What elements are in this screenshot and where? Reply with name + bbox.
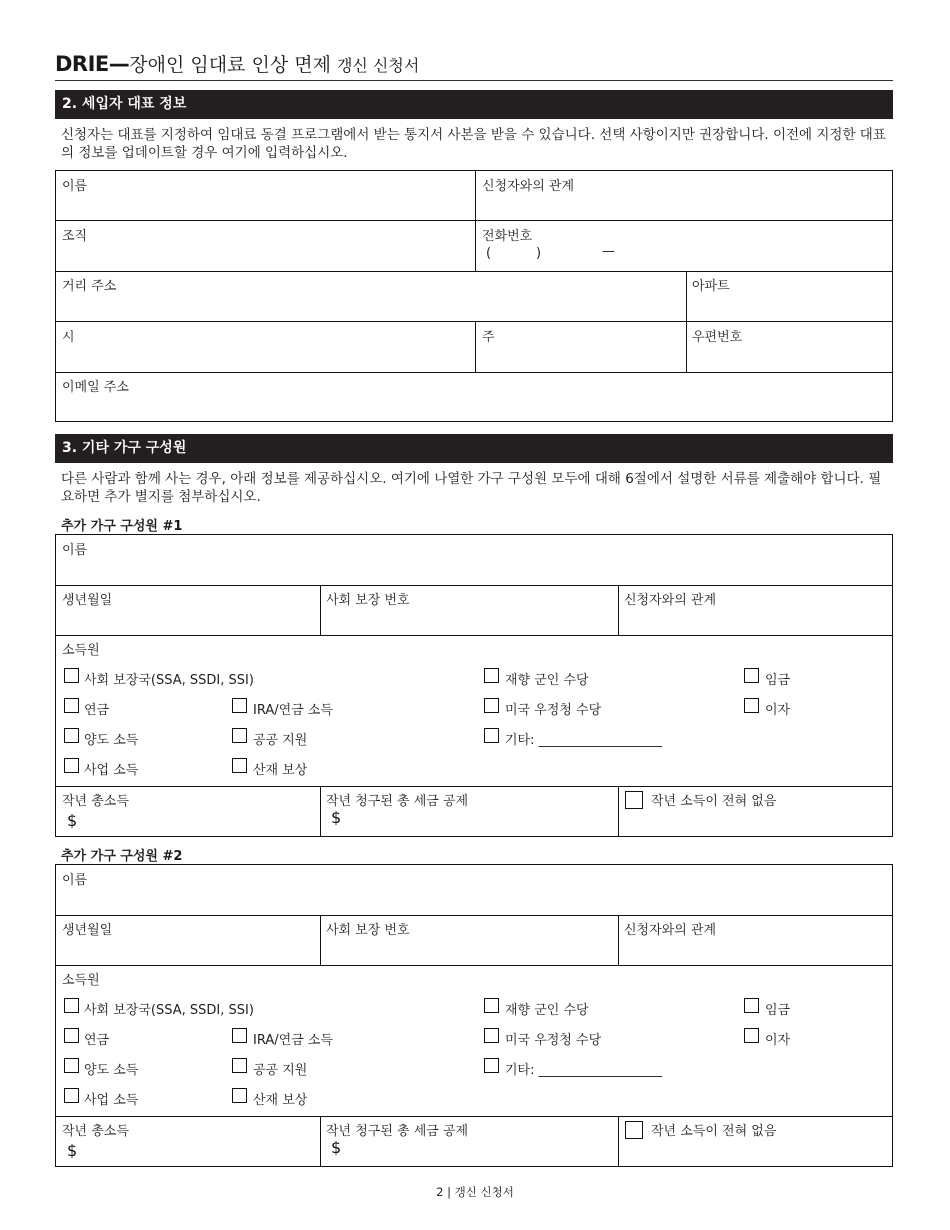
- checkbox-no-income[interactable]: [625, 791, 643, 809]
- checkbox-veterans[interactable]: [484, 998, 499, 1013]
- rep-state-field[interactable]: 주: [482, 330, 495, 345]
- tax-deductions-currency: $: [331, 1138, 342, 1157]
- member-1-label: 추가 가구 구성원 #1: [61, 519, 183, 534]
- checkbox-ira[interactable]: [232, 1028, 247, 1043]
- member-1-form: [55, 534, 893, 837]
- label-ira: IRA/연금 소득: [253, 1033, 333, 1048]
- checkbox-workers-comp[interactable]: [232, 1088, 247, 1103]
- total-income-field[interactable]: 작년 총소득: [62, 794, 129, 809]
- label-other: 기타: ___________________: [505, 733, 663, 748]
- member-relationship-field[interactable]: 신청자와의 관계: [624, 923, 717, 938]
- rep-street-field[interactable]: 거리 주소: [62, 279, 117, 294]
- label-ssa: 사회 보장국(SSA, SSDI, SSI): [84, 1003, 254, 1018]
- checkbox-no-income[interactable]: [625, 1121, 643, 1139]
- label-transfer: 양도 소득: [84, 733, 139, 748]
- checkbox-interest[interactable]: [744, 698, 759, 713]
- checkbox-usps[interactable]: [484, 1028, 499, 1043]
- checkbox-pension[interactable]: [64, 698, 79, 713]
- label-no-income: 작년 소득이 전혀 없음: [651, 1124, 777, 1139]
- member-dob-field[interactable]: 생년월일: [62, 593, 113, 608]
- member-name-field[interactable]: 이름: [62, 873, 88, 888]
- rep-zip-field[interactable]: 우편번호: [692, 330, 743, 345]
- member-2-form: [55, 864, 893, 1167]
- member-name-field[interactable]: 이름: [62, 543, 88, 558]
- checkbox-public-assistance[interactable]: [232, 728, 247, 743]
- label-public-assistance: 공공 지원: [253, 1063, 308, 1078]
- total-income-field[interactable]: 작년 총소득: [62, 1124, 129, 1139]
- rep-phone-field[interactable]: 전화번호: [482, 229, 533, 244]
- label-business: 사업 소득: [84, 763, 139, 778]
- checkbox-other[interactable]: [484, 1058, 499, 1073]
- member-ssn-field[interactable]: 사회 보장 번호: [326, 923, 410, 938]
- phone-dash: —: [602, 244, 615, 259]
- label-interest: 이자: [765, 1033, 791, 1048]
- representative-info-form: [55, 170, 893, 422]
- label-public-assistance: 공공 지원: [253, 733, 308, 748]
- checkbox-other[interactable]: [484, 728, 499, 743]
- tax-deductions-field[interactable]: 작년 청구된 총 세금 공제: [326, 794, 469, 809]
- total-income-currency: $: [67, 811, 78, 830]
- income-sources-label: 소득원: [62, 973, 100, 988]
- checkbox-transfer[interactable]: [64, 1058, 79, 1073]
- tax-deductions-currency: $: [331, 808, 342, 827]
- label-pension: 연금: [84, 1033, 110, 1048]
- label-other: 기타: ___________________: [505, 1063, 663, 1078]
- rep-apartment-field[interactable]: 아파트: [692, 279, 730, 294]
- rep-name-field[interactable]: 이름: [62, 179, 88, 194]
- checkbox-wages[interactable]: [744, 668, 759, 683]
- header-dash: —: [108, 52, 130, 76]
- checkbox-ira[interactable]: [232, 698, 247, 713]
- label-transfer: 양도 소득: [84, 1063, 139, 1078]
- checkbox-interest[interactable]: [744, 1028, 759, 1043]
- phone-paren-close: ): [536, 246, 542, 261]
- label-veterans: 재향 군인 수당: [505, 673, 589, 688]
- checkbox-business[interactable]: [64, 758, 79, 773]
- member-relationship-field[interactable]: 신청자와의 관계: [624, 593, 717, 608]
- checkbox-public-assistance[interactable]: [232, 1058, 247, 1073]
- checkbox-wages[interactable]: [744, 998, 759, 1013]
- label-ira: IRA/연금 소득: [253, 703, 333, 718]
- label-interest: 이자: [765, 703, 791, 718]
- member-ssn-field[interactable]: 사회 보장 번호: [326, 593, 410, 608]
- checkbox-business[interactable]: [64, 1088, 79, 1103]
- section-3-title: 3. 기타 가구 구성원: [55, 434, 893, 463]
- section-2-title: 2. 세입자 대표 정보: [55, 90, 893, 119]
- page-footer: 2 | 갱신 신청서: [436, 1185, 514, 1199]
- label-wages: 임금: [765, 1003, 791, 1018]
- rep-organization-field[interactable]: 조직: [62, 229, 88, 244]
- section-3-description: 다른 사람과 함께 사는 경우, 아래 정보를 제공하십시오. 여기에 나열한 가구 구성원 모두에 대해 6절에서 설명한 서류를 제출해야 합니다. 필요하면 추가 별지를 첨부하십시오.: [61, 471, 882, 505]
- label-usps: 미국 우정청 수당: [505, 1033, 602, 1048]
- page-header: [55, 50, 893, 81]
- page-subtitle: 갱신 신청서: [336, 56, 420, 75]
- checkbox-pension[interactable]: [64, 1028, 79, 1043]
- checkbox-usps[interactable]: [484, 698, 499, 713]
- page-title: 장애인 임대료 인상 면제: [129, 54, 331, 76]
- label-ssa: 사회 보장국(SSA, SSDI, SSI): [84, 673, 254, 688]
- label-business: 사업 소득: [84, 1093, 139, 1108]
- checkbox-ssa[interactable]: [64, 998, 79, 1013]
- checkbox-veterans[interactable]: [484, 668, 499, 683]
- rep-email-field[interactable]: 이메일 주소: [62, 380, 129, 395]
- brand-logo: DRIE: [55, 52, 109, 76]
- checkbox-workers-comp[interactable]: [232, 758, 247, 773]
- label-workers-comp: 산재 보상: [253, 763, 308, 778]
- label-usps: 미국 우정청 수당: [505, 703, 602, 718]
- phone-paren-open: (: [486, 246, 492, 261]
- label-veterans: 재향 군인 수당: [505, 1003, 589, 1018]
- label-wages: 임금: [765, 673, 791, 688]
- label-workers-comp: 산재 보상: [253, 1093, 308, 1108]
- member-dob-field[interactable]: 생년월일: [62, 923, 113, 938]
- member-2-label: 추가 가구 구성원 #2: [61, 849, 183, 864]
- income-sources-label: 소득원: [62, 643, 100, 658]
- section-2-description: 신청자는 대표를 지정하여 임대료 동결 프로그램에서 받는 통지서 사본을 받을 수 있습니다. 선택 사항이지만 권장합니다. 이전에 지정한 대표의 정보를 업데이트할 경우 여기에 입력하십시오.: [61, 127, 886, 161]
- checkbox-ssa[interactable]: [64, 668, 79, 683]
- label-pension: 연금: [84, 703, 110, 718]
- tax-deductions-field[interactable]: 작년 청구된 총 세금 공제: [326, 1124, 469, 1139]
- rep-relationship-field[interactable]: 신청자와의 관계: [482, 179, 575, 194]
- total-income-currency: $: [67, 1141, 78, 1160]
- label-no-income: 작년 소득이 전혀 없음: [651, 794, 777, 809]
- checkbox-transfer[interactable]: [64, 728, 79, 743]
- rep-city-field[interactable]: 시: [62, 330, 75, 345]
